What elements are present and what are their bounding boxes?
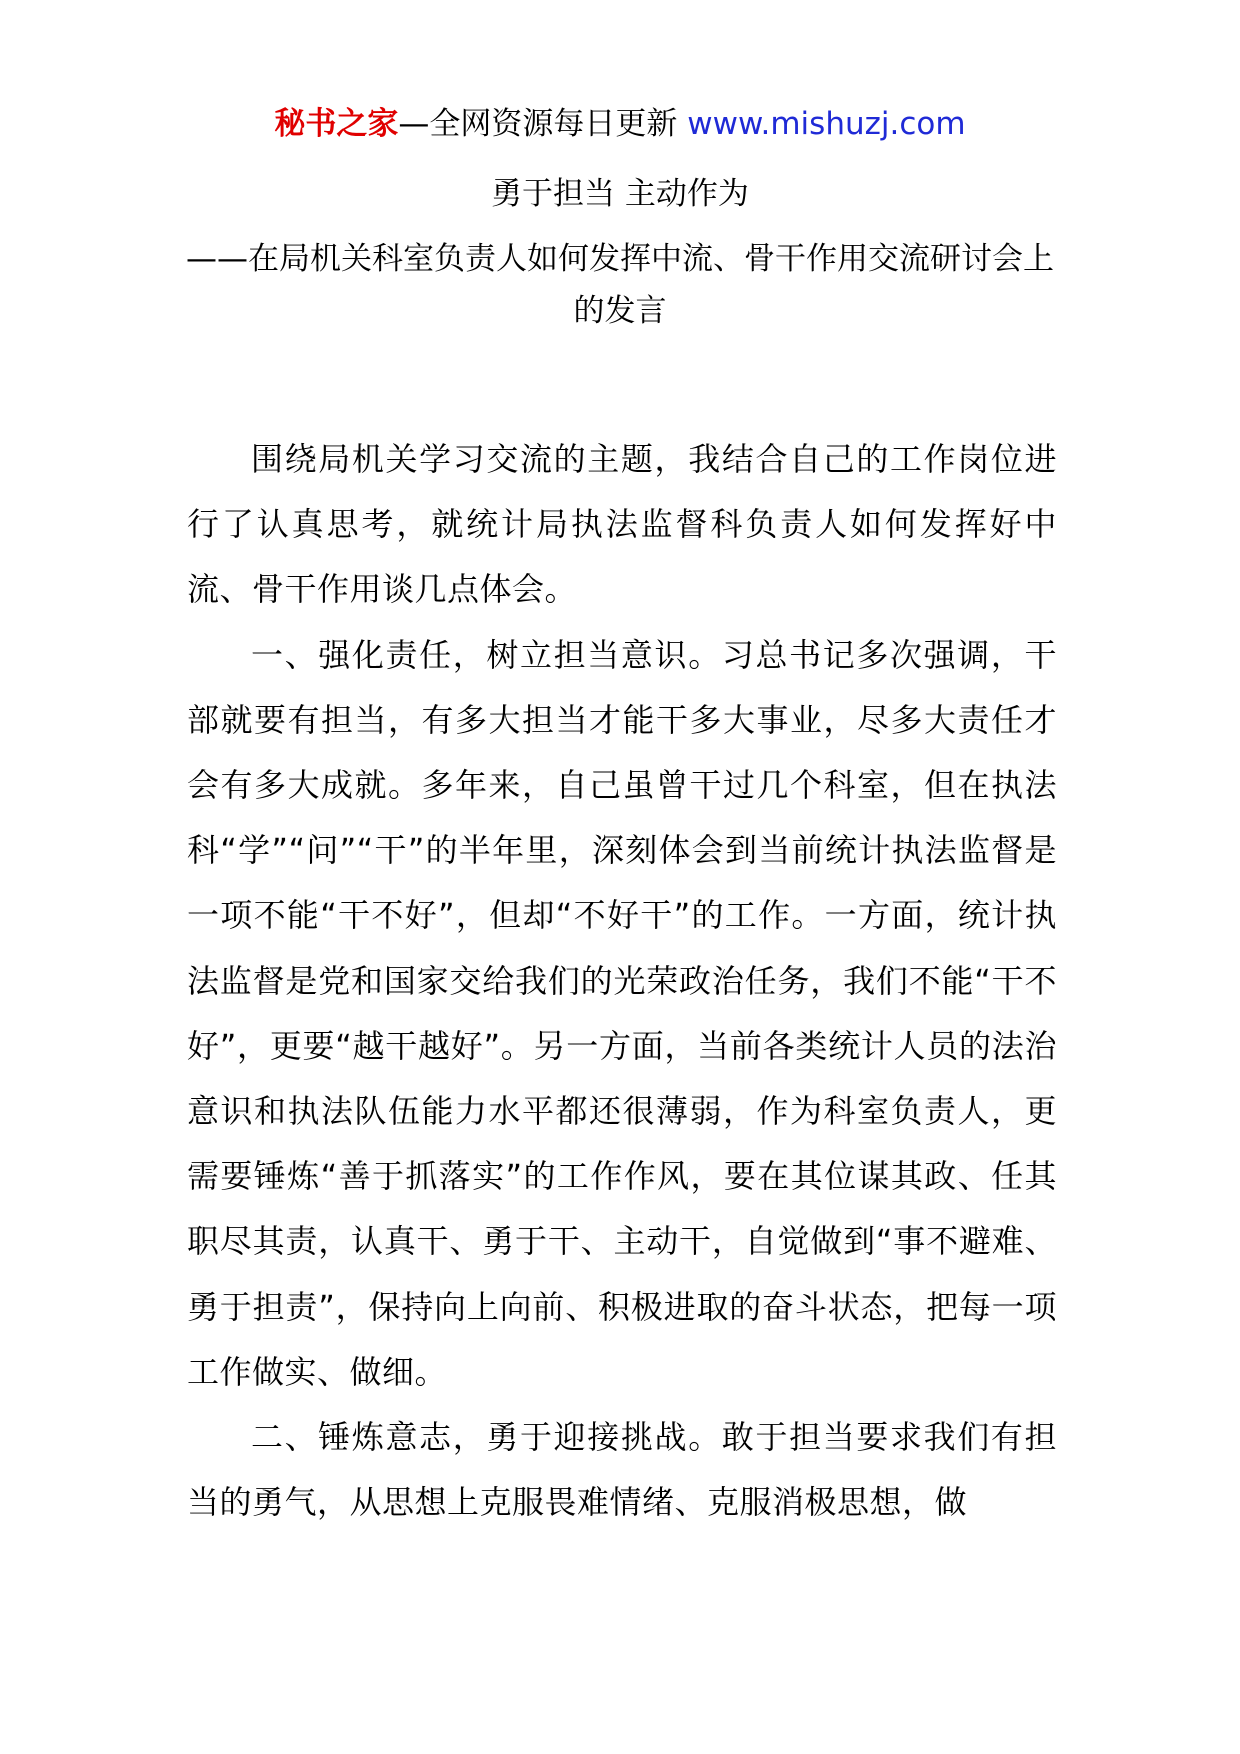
document-subtitle: ——在局机关科室负责人如何发挥中流、骨干作用交流研讨会上的发言 [186,241,1054,329]
paragraph-section-one: 一、强化责任，树立担当意识。习总书记多次强调，干部就要有担当，有多大担当才能干多大事业，尽多大责任才会有多大成就。多年来，自己虽曾干过几个科室，但在执法科“学”“问”“干”的半年里，深刻体会到当前统计执法监督是一项不能“干不好”，但却“不好干”的工作。一方面，统计执法监督是党和国家交给我们的光荣政治任务，我们不能“干不好”，更要“越干越好”。另一方面，当前各类统计人员的法治意识和执法队伍能力水平都还很薄弱，作为科室负责人，更需要锤炼“善于抓落实”的工作作风，要在其位谋其政、任其职尽其责，认真干、勇于干、主动干，自觉做到“事不避难、勇于担责”，保持向上向前、积极进取的奋斗状态，把每一项工作做实、做细。 [187,635,1057,1391]
paragraph-section-two: 二、锤炼意志，勇于迎接挑战。敢于担当要求我们有担当的勇气，从思想上克服畏难情绪、克服消极思想，做 [187,1418,1057,1522]
brand-name: 秘书之家 [274,106,399,142]
site-url-link[interactable]: www.mishuzj.com [687,106,966,142]
header-slogan: —全网资源每日更新 [398,106,678,142]
title-block [180,168,1060,337]
paragraph-intro: 围绕局机关学习交流的主题，我结合自己的工作岗位进行了认真思考，就统计局执法监督科负责人如何发挥好中流、骨干作用谈几点体会。 [187,440,1057,609]
document-title: 勇于担当 主动作为 [491,176,749,212]
page-header [0,100,1240,148]
document-body [187,427,1057,1535]
